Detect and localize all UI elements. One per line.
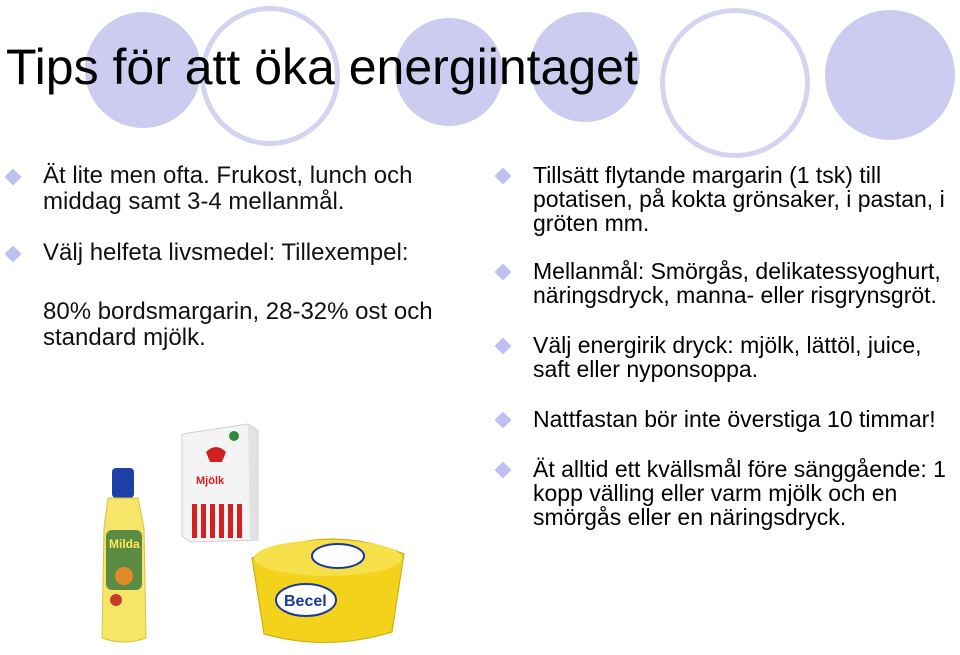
list-item: Välj helfeta livsmedel: Tillexempel: [6,240,446,266]
milk-carton-image [178,420,260,544]
list-item: 80% bordsmargarin, 28-32% ost och standard mjölk. [43,298,433,351]
slide-title: Tips för att öka energiintaget [6,39,638,95]
milk-label: Mjölk [196,475,225,487]
tub-label: Becel [284,593,327,610]
decor-circle-4 [825,10,955,140]
right-bullet-list [496,163,956,529]
left-bullet-list [6,163,446,351]
list-item: Välj energirik dryck: mjölk, lättöl, juice, saft eller nyponsoppa. [496,333,956,381]
arla-logo-icon [229,431,239,441]
margarine-bottle-image [96,468,152,644]
list-item: Nattfastan bör inte överstiga 10 timmar! [496,407,956,431]
bottle-label: Milda [109,537,140,551]
list-item: Ät alltid ett kvällsmål före sänggående: 1 kopp välling eller varm mjölk och en smörgås eller en näringsdryck. [496,457,956,529]
list-item: Tillsätt flytande margarin (1 tsk) till potatisen, på kokta grönsaker, i pastan, i gröten mm. [496,163,956,235]
list-item: Mellanmål: Smörgås, delikatessyoghurt, näringsdryck, manna- eller risgrynsgröt. [496,259,956,307]
list-item: Ät lite men ofta. Frukost, lunch och middag samt 3-4 mellanmål. [6,163,446,215]
decor-ring-2 [660,8,810,158]
margarine-tub-image [242,528,414,644]
